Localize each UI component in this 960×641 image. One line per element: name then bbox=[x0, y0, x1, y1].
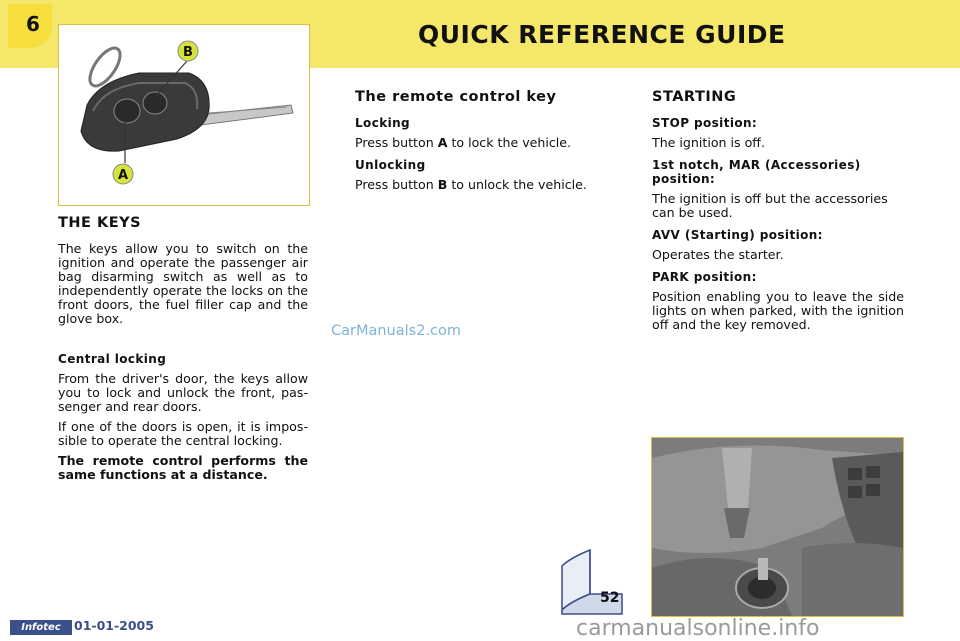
central-locking-heading: Central locking bbox=[58, 352, 167, 366]
remote-section bbox=[355, 90, 615, 198]
starting-section bbox=[652, 90, 904, 338]
unlocking-text: Press button B to unlock the vehicle. bbox=[355, 177, 587, 192]
infotec-logo: Infotec bbox=[10, 620, 72, 635]
stop-heading: STOP position: bbox=[652, 116, 758, 130]
footer-date: 01-01-2005 bbox=[74, 618, 154, 633]
central-locking-p3: The remote control performs the same functions at a distance. bbox=[58, 453, 308, 482]
starting-heading: STARTING bbox=[652, 89, 737, 105]
keys-heading: THE KEYS bbox=[58, 215, 142, 231]
footer-site: carmanualsonline.info bbox=[576, 616, 820, 641]
page-number: 6 bbox=[8, 4, 52, 48]
key-fob-image bbox=[58, 24, 310, 206]
avv-heading: AVV (Starting) position: bbox=[652, 228, 823, 242]
ignition-photo bbox=[651, 437, 904, 617]
locking-button-letter: A bbox=[437, 135, 448, 150]
mar-heading: 1st notch, MAR (Accessories) position: bbox=[652, 158, 861, 186]
park-text: Position enabling you to leave the side lights on when parked, with the ignition off and the key removed. bbox=[652, 289, 904, 332]
unlocking-heading: Unlocking bbox=[355, 158, 426, 172]
central-locking-p1: From the driver's door, the keys allow you to lock and unlock the front, pas-senger and rear doors. bbox=[58, 371, 308, 414]
stop-text: The ignition is off. bbox=[652, 135, 765, 150]
keys-body: The keys allow you to switch on the ignition and operate the passenger air bag disarming switch as well as to independently operate the locks on the front doors, the fuel filler cap and the glove box. bbox=[58, 241, 308, 326]
book-page-number: 52 bbox=[600, 590, 620, 606]
label-a: A bbox=[117, 168, 129, 183]
central-locking-p2: If one of the doors is open, it is impos-sible to operate the central locking. bbox=[58, 419, 308, 448]
locking-heading: Locking bbox=[355, 116, 411, 130]
page-title: QUICK REFERENCE GUIDE bbox=[418, 20, 786, 49]
locking-text: Press button A to lock the vehicle. bbox=[355, 135, 572, 150]
avv-text: Operates the starter. bbox=[652, 247, 784, 262]
watermark: CarManuals2.com bbox=[331, 323, 462, 339]
keys-section bbox=[58, 216, 308, 488]
remote-heading: The remote control key bbox=[355, 89, 557, 105]
label-b: B bbox=[183, 45, 193, 60]
park-heading: PARK position: bbox=[652, 270, 757, 284]
mar-text: The ignition is off but the accessories can be used. bbox=[652, 191, 888, 220]
unlocking-button-letter: B bbox=[437, 177, 448, 192]
